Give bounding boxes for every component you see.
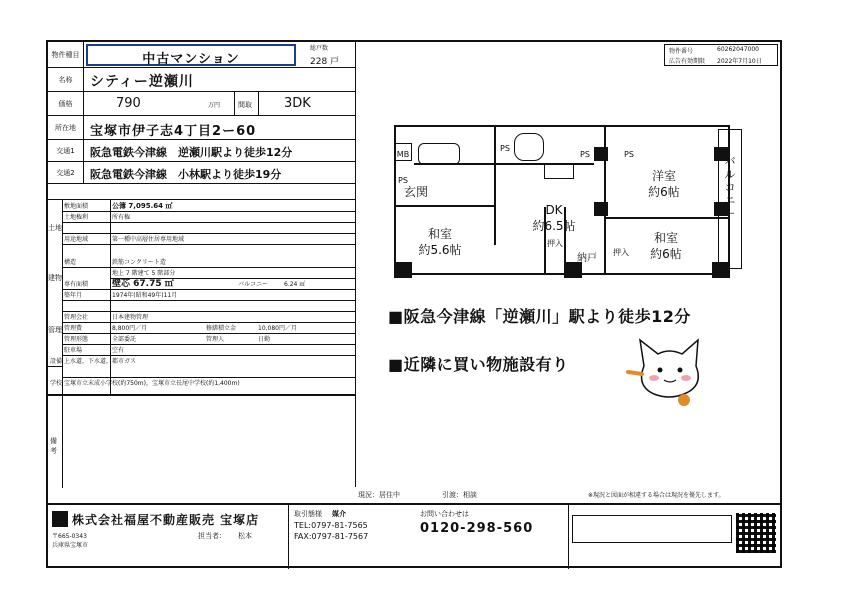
trade-table (572, 515, 732, 543)
mgmt-mode-label: 管理人 (204, 334, 256, 345)
dk-size: 約6.5帖 (532, 219, 576, 233)
zoning-label: 用途地域 (62, 234, 110, 245)
school-label: 学校 (48, 378, 62, 395)
kitchen-counter (544, 163, 574, 179)
transport-value-2: 阪急電鉄今津線 小林駅より徒歩19分 (90, 168, 282, 181)
company-name: 株式会社福屋不動産販売 宝塚店 (72, 513, 260, 527)
current-value: 居住中 (379, 491, 400, 499)
floor-plan (364, 107, 744, 287)
structure-value: 鉄筋コンクリート造 (110, 257, 356, 268)
transport-label-2: 交通2 (48, 162, 84, 183)
mgmt-type-label: 管理形態 (62, 334, 110, 345)
type-row (48, 42, 356, 68)
repair-label: 修繕積立金 (204, 323, 256, 334)
address-label: 所在地 (48, 116, 84, 139)
school-value: 宝塚市立末成小学校(約750m)，宝塚市立長尾中学校(約1,400m) (62, 378, 356, 395)
closet-label: 押入 (547, 239, 563, 248)
mgmt-mode-value: 日勤 (256, 334, 356, 345)
contact-label: お問い合わせは (420, 510, 469, 518)
ps-label-3: PS (580, 150, 590, 159)
ps-label-4: PS (624, 150, 634, 159)
mgmt-fee-label: 管理費 (62, 323, 110, 334)
tel-number: TEL:0797-81-7565 (294, 521, 368, 530)
western-size: 約6帖 (648, 185, 680, 199)
qr-code-icon (736, 513, 776, 553)
dk-label: DK (545, 203, 563, 217)
type-value: 中古マンション (142, 52, 240, 67)
washitsu1-label: 和室 (427, 227, 452, 241)
toilet (514, 133, 544, 161)
property-no-label: 物件番号 (669, 48, 694, 55)
left-column (48, 42, 356, 487)
type-box (86, 44, 296, 66)
footer (48, 503, 780, 567)
handover-value: 相談 (463, 491, 477, 499)
zoning-value: 第一種中高層住居専用地域 (110, 234, 356, 245)
storage-label: 納戸 (577, 253, 597, 264)
mgmt-company-value: 日本建物管理 (110, 312, 356, 323)
manager-value: 松本 (238, 532, 252, 540)
built-value: 1974年(昭和49年)11月 (110, 290, 356, 301)
repair-value: 10,080円／月 (256, 323, 356, 334)
layout-label: 間取 (238, 101, 252, 109)
units-value: 228 戸 (310, 57, 340, 67)
property-no-value: 60262047000 (717, 46, 759, 53)
utilities-value: 上水道，下水道，都市ガス (62, 356, 356, 378)
land-rights-value: 所有権 (110, 212, 356, 223)
cat-mascot-icon (624, 328, 714, 410)
parking-label: 駐車場 (62, 345, 110, 356)
built-label: 築年月 (62, 290, 110, 301)
closet2-label: 押入 (613, 248, 629, 257)
mgmt-company-label: 管理会社 (62, 312, 110, 323)
utilities-label: 設備 (50, 358, 62, 365)
layout-value: 3DK (284, 96, 311, 111)
postal-code: 〒665-0343 (52, 533, 87, 540)
structure-label: 構造 (62, 257, 110, 268)
company-logo-icon (52, 511, 68, 527)
land-rights-label: 土地権利 (62, 212, 110, 223)
freecall-number: 0120-298-560 (420, 521, 534, 536)
transport-label-1: 交通1 (48, 140, 84, 161)
manager-label: 担当者： (198, 532, 226, 540)
price-row (48, 92, 356, 116)
mgmt-fee-value: 8,800円／月 (110, 323, 204, 334)
building-group-label: 建物 (48, 274, 62, 282)
transport-value-1: 阪急電鉄今津線 逆瀬川駅より徒歩12分 (90, 146, 293, 159)
disclaimer: ※現況と図面が相違する場合は現況を優先します。 (588, 492, 725, 499)
floors-text: 地上 7 階建て 5 階部分 (110, 268, 356, 279)
deal-label: 取引態様 (294, 510, 322, 518)
balcony-label: バルコニー (236, 279, 282, 290)
name-row (48, 68, 356, 92)
address-value: 宝塚市伊子志4丁目2ー60 (90, 124, 257, 139)
transport-row-1 (48, 140, 356, 162)
remarks-label: 備考 (50, 437, 57, 455)
land-area-label: 敷地面積 (62, 201, 110, 212)
mgmt-group-label: 管理 (48, 326, 62, 334)
entrance-label: 玄関 (403, 185, 428, 199)
fax-number: FAX:0797-81-7567 (294, 532, 369, 541)
washitsu2-label: 和室 (653, 231, 678, 245)
land-area-value: 公簿 7,095.64 ㎡ (110, 201, 356, 212)
ps-label-2: PS (500, 144, 510, 153)
bathtub (418, 143, 460, 165)
mb-label: MB (396, 150, 410, 159)
transport-row-2 (48, 162, 356, 184)
price-unit: 万円 (208, 102, 221, 109)
remarks-row (48, 395, 356, 487)
company-address: 兵庫県宝塚市 (52, 542, 89, 549)
western-label: 洋室 (651, 169, 676, 183)
ps-label-1: PS (398, 176, 408, 185)
ad-expiry-label: 広告有効期限 (669, 58, 706, 65)
address-row (48, 116, 356, 140)
listing-sheet (46, 40, 782, 568)
price-value: 790 (116, 96, 141, 111)
washitsu2-size: 約6帖 (650, 247, 682, 261)
land-group-label: 土地 (48, 224, 62, 232)
ad-expiry-value: 2022年7月10日 (717, 58, 762, 65)
mgmt-type-value: 全部委託 (110, 334, 204, 345)
current-label: 現況： (358, 491, 379, 499)
price-label: 価格 (48, 92, 84, 115)
floor-area-value: 壁芯 67.75 ㎡ (110, 279, 236, 290)
details-table (48, 199, 356, 395)
name-value: シティー逆瀬川 (90, 74, 194, 90)
floor-area-label: 専有面積 (62, 279, 110, 290)
highlight-station: ■阪急今津線「逆瀬川」駅より徒歩12分 (388, 307, 691, 326)
handover-label: 引渡： (442, 491, 463, 499)
highlight-shopping: ■近隣に買い物施設有り (388, 355, 569, 374)
balcony-label: バルコニー (724, 155, 736, 220)
units-label: 総戸数 (310, 45, 329, 52)
washitsu1-size: 約5.6帖 (418, 243, 462, 257)
balcony-value: 6.24 ㎡ (282, 279, 356, 290)
name-label: 名称 (48, 68, 84, 91)
parking-value: 空有 (110, 345, 356, 356)
type-label: 物件種目 (48, 42, 84, 67)
property-number-box (664, 44, 778, 66)
deal-value: 媒介 (332, 510, 346, 518)
